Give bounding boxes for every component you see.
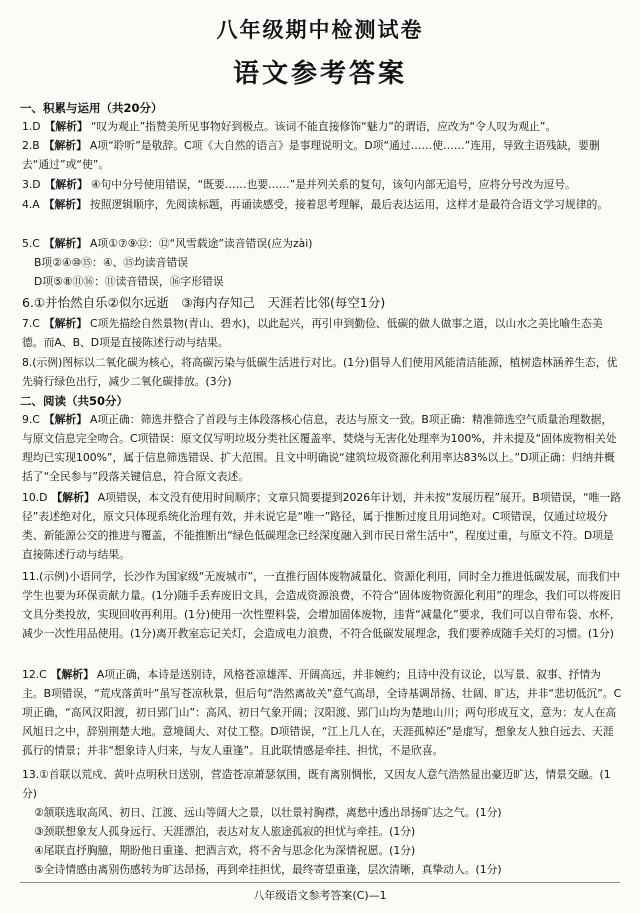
section-heading-1: 一、积累与运用（共20分） bbox=[20, 101, 163, 115]
answer-item-4: 4.A 【解析】 按照逻辑顺序，先阅读标题，再诵读感受，接着思考理解，最后表达运用，这样才是最符合语文学习规律的。 bbox=[22, 198, 609, 211]
answer-item-13: 13.①首联以荒戍、黄叶点明秋日送别，营造苍凉萧瑟氛围，既有离别惆怅，又因友人意气浩然显出豪迈旷达，情景交融。(1分) ②颔联选取高风、初日、江渡、远山等阔大之景，以壮景衬胸襟，离愁中透出昂扬旷达之气。(1分) ③颈联想象友人孤身远行、天涯漂泊，表达对友人旅途孤寂的担忧与牵挂。(1分) ④尾联直抒胸臆，期盼他日重逢、把酒言欢，将不舍与思念化为深情祝愿。(1分) ⑤全诗情感由离别伤感转为旷达昂扬，再到牵挂担忧，最终寄望重逢，层次清晰，真挚动人。(1分) bbox=[22, 768, 611, 876]
page-subtitle: 语文参考答案 bbox=[232, 59, 407, 89]
page-footer: 八年级语文参考答案(C)—1 bbox=[253, 889, 387, 902]
answer-item-3: 3.D 【解析】 ④句中分号使用错误，“既要……也要……”是并列关系的复句，该句内部无追号，应将分号改为逗号。 bbox=[22, 178, 576, 191]
answer-item-8: 8.(示例)图标以二氧化碳为核心，将高碳污染与低碳生活进行对比。(1分)倡导人们使用风能清洁能源，植树造林涵养生态，优先骑行绿色出行，减少二氧化碳排放。(3分) bbox=[22, 356, 618, 388]
answer-item-7: 7.C 【解析】 C项先描绘自然景物(青山、碧水)，以此起兴，再引申到勤俭、低碳的做人做事之道，以山水之美比喻生态美德。而A、B、D项是直接陈述行动与结果。 bbox=[22, 317, 603, 349]
answer-item-1: 1.D 【解析】 “叹为观止”指赞美所见事物好到极点。该词不能直接修饰“魅力”的谓语，应改为“令人叹为观止”。 bbox=[22, 120, 557, 133]
page-title: 八年级期中检测试卷 bbox=[216, 17, 424, 42]
answer-item-11: 11.(示例)小语同学，长沙作为国家级“无废城市”，一直推行固体废物减量化、资源化利用，同时全力推进低碳发展，而我们中学生也要为环保贡献力量。(1分)随手丢弃废旧文具，会造成资源浪费，不符合“固体废物资源化利用”的理念，我们可以将废旧文具分类投放，实现回收再利用。(1分)使用一次性塑料袋，会增加固体废物，违背“减量化”要求，我们可以自带布袋、水杯，减少一次性用品使用。(1分)离开教室忘记关灯，会造成电力浪费，不符合低碳发展理念，我们要养成随手关灯的习惯。(1分) bbox=[22, 570, 621, 640]
answer-item-9: 9.C 【解析】 A项正确：筛选并整合了首段与主体段落核心信息，表达与原文一致。B项正确：精准筛选空气质量治理数据，与原文信息完全吻合。C项错误：原文仅写明垃圾分类社区覆盖率、焚烧与无害化处理率为100%，并未提及“固体废物相关处理均已实现100%”，属于信息筛选错误、扩大范围。且文中明确说“建筑垃圾资源化利用率达83%以上。”D项正确：归纳并概括了“全民参与”段落关键信息，符合原文表述。 bbox=[22, 413, 617, 483]
section-heading-2: 二、阅读（共50分） bbox=[20, 394, 129, 408]
answer-item-5: 5.C 【解析】 A项①⑦⑨⑫：⑫“风雪载途”读音错误(应为zài) B项②④⑩⑮：④、⑮均读音错误 D项⑤⑧⑪⑯：⑪读音错误，⑯字形错误 bbox=[22, 237, 313, 288]
answer-item-10: 10.D 【解析】 A项错误，本文没有使用时间顺序；文章只简要提到2026年计划，并未按“发展历程”展开。B项错误，“唯一路径”表述绝对化，原文只体现系统化治理有效，并未说它是“唯一”路径，属于推断过度且用词绝对。C项错误，仅通过垃圾分类、新能源公交的推进与覆盖，不能推断出“绿色低碳理念已经深度融入到市民日常生活中”，程度过重，与原文不符。D项是直接陈述行动与结果。 bbox=[22, 491, 621, 561]
answer-item-6: 6.①并怡然自乐②似尔远逝 ③海内存知己 天涯若比邻(每空1分) bbox=[22, 295, 386, 310]
answer-item-2: 2.B 【解析】 A项“聆听”是敬辞。C项《大自然的语言》是事理说明文。D项“通过……使……”连用，导致主语残缺，要删去“通过”或“使”。 bbox=[22, 139, 600, 171]
answer-item-12: 12.C 【解析】 A项正确，本诗是送别诗，风格苍凉雄浑、开阔高远，并非婉约；且诗中没有议论，以写景、叙事、抒情为主。B项错误，“荒戍落黄叶”虽写苍凉秋景，但后句“浩然离故关”意气高昂，全诗基调昂扬、壮阔、旷达，并非“悲切低沉”。C项正确，“高风汉阳渡，初日郢门山”：高风、初日气象开阔；汉阳渡、郢门山均为楚地山川；两句形成互文，意为：友人在高风旭日之中，辞别荆楚大地。意境阔大、对仗工整。D项错误，“江上几人在，天涯孤棹还”是虚写，想象友人独自远去、天涯孤行的情景；并非“想象诗人归来，与友人重逢”。且此联情感是牵挂、担忧，不是欣喜。 bbox=[22, 668, 622, 757]
footer-divider bbox=[20, 882, 620, 883]
